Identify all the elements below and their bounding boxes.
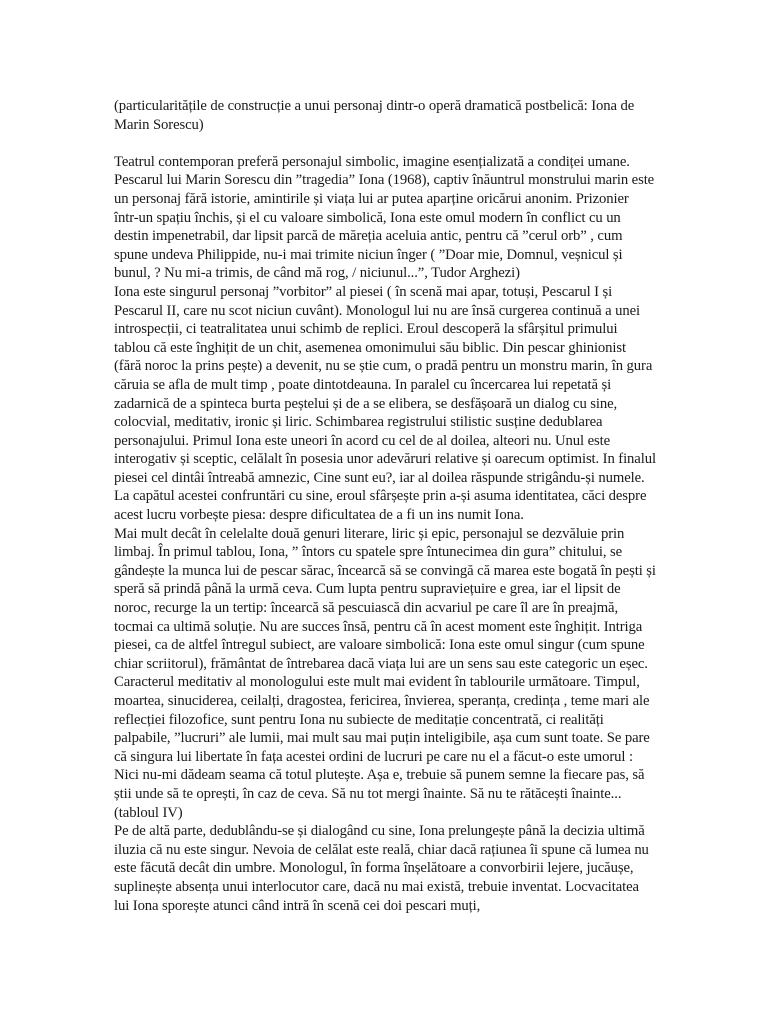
document-page xyxy=(114,97,656,915)
document-header: (particularitățile de construcție a unui personaj dintr-o operă dramatică postbelică: Iona de Marin Sorescu) xyxy=(114,98,635,133)
paragraph-intro: Teatrul contemporan preferă personajul simbolic, imagine esențializată a condiței umane. Pescarul lui Marin Sorescu din ”tragedia” Iona (1968), captiv înăuntrul monstrului marin este un personaj fără istorie, amintirile și viața lui ar putea aparține oricărui anonim. Prizonier într-un spațiu închis, și el cu valoare simbolică, Iona este omul modern în conflict cu un destin impenetrabil, dar lipsit parcă de măreția aceluia antic, pentru că ”cerul orb” , cum spune undeva Philippide, nu-i mai trimite niciun înger ( ”Doar mie, Domnul, veșnicul și bunul, ? Nu mi-a trimis, de când mă rog, / niciunul...”, Tudor Arghezi) xyxy=(114,153,655,282)
paragraph-dialogue: Pe de altă parte, dedublându-se și dialogând cu sine, Iona prelungește până la decizia ultimă iluzia că nu este singur. Nevoia de celălat este reală, chiar dacă rațiunea îi spune că lumea nu este făcută decât din umbre. Monologul, în forma înșelătoare a convorbirii lejere, jucăușe, suplinește absența unui interlocutor care, dacă nu mai există, trebuie inventat. Locvacitatea lui Iona sporește atunci când intră în scenă cei doi pescari muți, xyxy=(114,823,649,914)
paragraph-speaker: Iona este singurul personaj ”vorbitor” al piesei ( în scenă mai apar, totuși, Pescarul I și Pescarul II, care nu scot niciun cuvânt). Monologul lui nu are însă curgerea continuă a unei introspecții, ci teatralitatea unui schimb de replici. Eroul descoperă la sfârșitul primului tablou că este înghițit de un chit, asemenea omonimului său biblic. Din pescar ghinionist (fără noroc la prins pește) a devenit, nu se știe cum, o pradă pentru un monstru marin, în gura căruia se afla de mult timp , poate dintotdeauna. In paralel cu încercarea lui repetată și zadarnică de a spinteca burta peștelui și de a se elibera, se desfășoară un dialog cu sine, colocvial, meditativ, ironic și liric. Schimbarea registrului stilistic susține dedublarea personajului. Primul Iona este uneori în acord cu cel de al doilea, alteori nu. Unul este interogativ și sceptic, celălalt în posesia unor adevăruri relative și oarecum optimist. In finalul piesei cel dintâi întreabă amnezic, Cine sunt eu?, iar al doilea răspunde strigându-și numele. La capătul acestei confruntări cu sine, eroul sfârșește prin a-și asuma identitatea, căci despre acest lucru vorbește piesa: despre dificultatea de a fi un ins numit Iona. xyxy=(114,283,656,524)
paragraph-language: Mai mult decât în celelalte două genuri literare, liric și epic, personajul se dezvăluie prin limbaj. În primul tablou, Iona, ” întors cu spatele spre întunecimea din gura” chitului, se gândește la munca lui de pescar sărac, încearcă să se convingă că marea este bogată în pești și speră să prindă până la urmă ceva. Cum lupta pentru supraviețuire e grea, iar el lipsit de noroc, recurge la un tertip: încearcă să pescuiască din acvariul pe care îl are în preajmă, tocmai ca ultimă soluție. Nu are succes însă, pentru că în acest moment este înghițit. Intriga piesei, ca de altfel întregul subiect, are valoare simbolică: Iona este omul singur (cum spune chiar scriitorul), frământat de întrebarea dacă viața lui are un sens sau este categoric un eșec. Caracterul meditativ al monologului este mult mai evident în tablourile următoare. Timpul, moartea, sinuciderea, ceilalți, dragostea, fericirea, învierea, speranța, credința , teme mari ale reflecției filozofice, sunt pentru Iona nu subiecte de meditație concentrată, ci realități palpabile, ”lucruri” ale lumii, mai mult sau mai puțin inteligibile, așa cum sunt toate. Se pare că singura lui libertate în fața acestei ordini de lucruri pe care nu el a făcut-o este umorul : Nici nu-mi dădeam seama că totul plutește. Așa e, trebuie să punem semne la fiecare pas, să știi unde să te oprești, în caz de ceva. Să nu tot mergi înainte. Să nu te rătăcești înainte... (tabloul IV) xyxy=(114,525,656,821)
